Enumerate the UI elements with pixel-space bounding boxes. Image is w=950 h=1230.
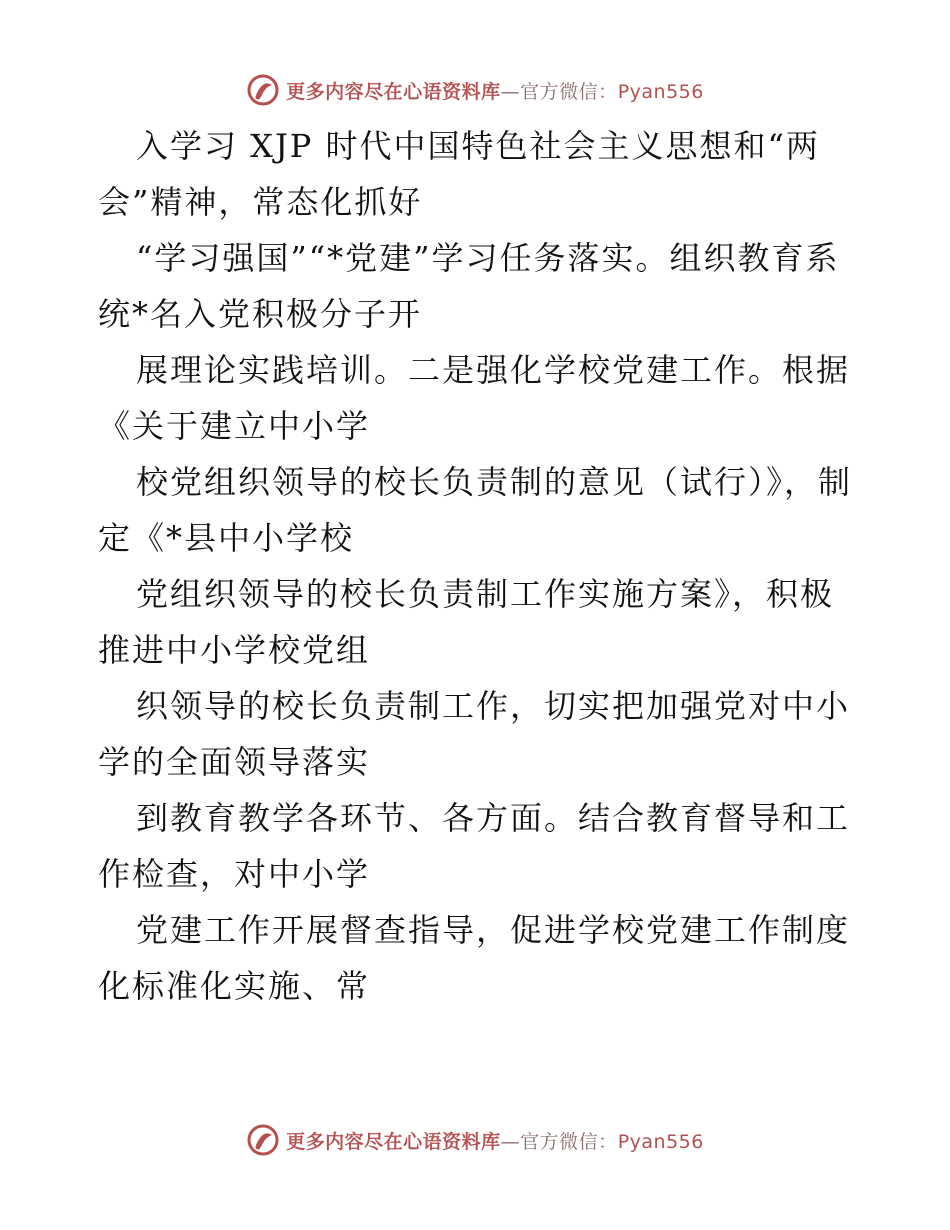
xinyu-logo-icon <box>246 1123 280 1157</box>
paragraph: 入学习 XJP 时代中国特色社会主义思想和“两会”精神，常态化抓好 <box>98 127 820 221</box>
paragraph: 党组织领导的校长负责制工作实施方案》，积极推进中小学校党组 <box>98 575 835 669</box>
paragraph: 织领导的校长负责制工作，切实把加强党对中小学的全面领导落实 <box>98 687 851 781</box>
paragraph: “学习强国”“*党建”学习任务落实。组织教育系统*名入党积极分子开 <box>98 239 840 333</box>
paragraph: 展理论实践培训。二是强化学校党建工作。根据《关于建立中小学 <box>98 351 851 445</box>
footer-banner-tail: 官方微信： <box>520 1130 618 1153</box>
header-banner-dash: — <box>500 80 521 103</box>
document-body <box>98 118 858 1014</box>
paragraph: 校党组织领导的校长负责制的意见（试行）》，制定《*县中小学校 <box>98 463 853 557</box>
footer-banner-id: Pyan556 <box>617 1130 704 1153</box>
footer-banner <box>0 1120 950 1160</box>
header-banner-text <box>286 77 704 104</box>
header-banner-main: 更多内容尽在心语资料库 <box>286 80 501 103</box>
header-banner-id: Pyan556 <box>617 80 704 103</box>
header-banner <box>0 70 950 110</box>
xinyu-logo-icon <box>246 73 280 107</box>
paragraph: 党建工作开展督查指导，促进学校党建工作制度化标准化实施、常 <box>98 911 851 1005</box>
footer-banner-text <box>286 1127 704 1154</box>
footer-banner-dash: — <box>500 1130 521 1153</box>
header-banner-tail: 官方微信： <box>520 80 618 103</box>
footer-banner-main: 更多内容尽在心语资料库 <box>286 1130 501 1153</box>
paragraph: 到教育教学各环节、各方面。结合教育督导和工作检查，对中小学 <box>98 799 851 893</box>
